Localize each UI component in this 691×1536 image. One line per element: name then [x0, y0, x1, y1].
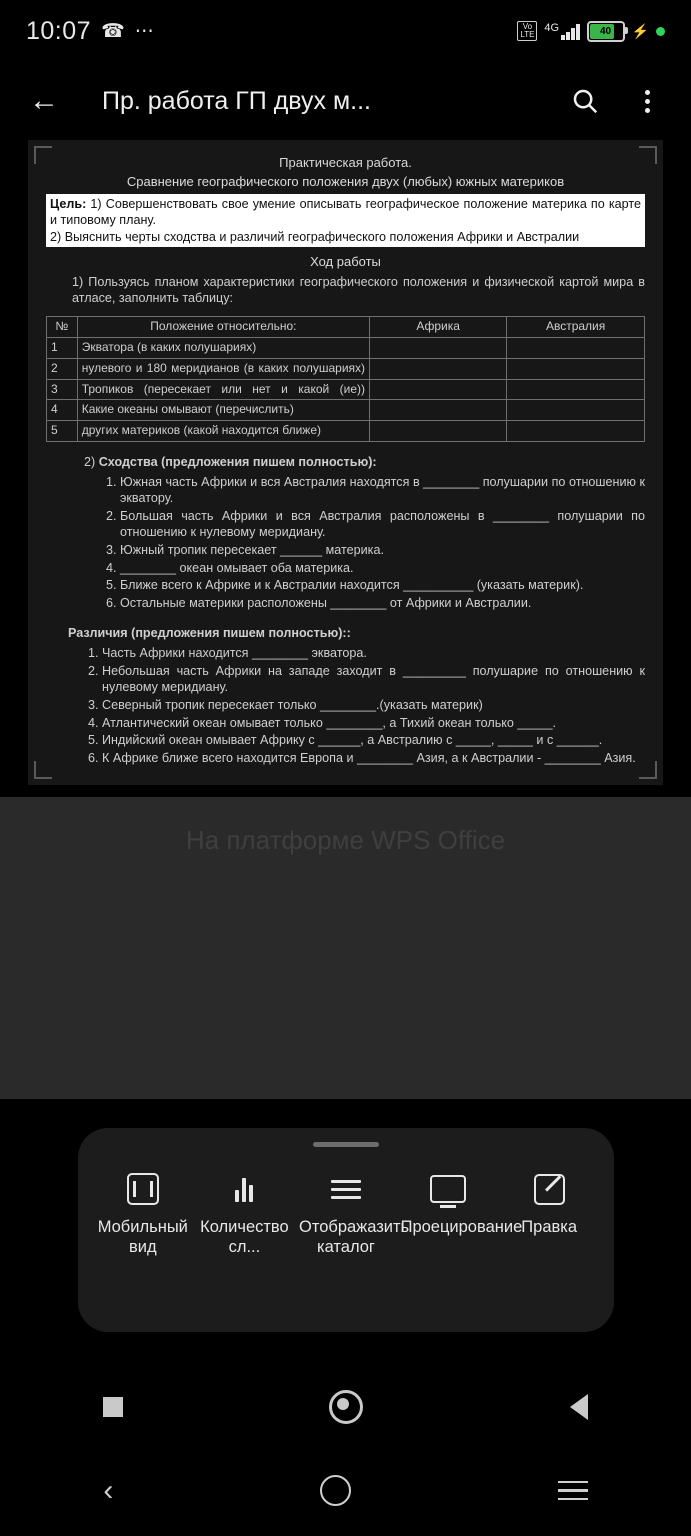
wps-watermark-area	[0, 797, 691, 1099]
catalog-icon	[299, 1169, 393, 1209]
row-position: нулевого и 180 меридианов (в каких полушариях)	[77, 358, 369, 379]
toolbar-item-edit[interactable]	[502, 1169, 596, 1237]
row-number: 5	[47, 421, 78, 442]
toolbar-items	[78, 1169, 614, 1257]
highlighted-goal-block	[46, 194, 645, 246]
toolbar-item-label: Отображазить каталог	[298, 1218, 410, 1257]
row-australia	[507, 337, 645, 358]
search-button[interactable]	[563, 79, 607, 123]
menu-lines-icon[interactable]	[558, 1481, 588, 1501]
similarities-title: Сходства (предложения пишем полностью):	[98, 454, 377, 469]
row-africa	[370, 337, 507, 358]
table-header-africa: Африка	[370, 317, 507, 338]
similarities-heading	[46, 454, 645, 471]
row-africa	[370, 421, 507, 442]
back-chevron-icon[interactable]: ‹	[103, 1473, 114, 1507]
bottom-toolbar[interactable]	[78, 1128, 614, 1332]
table-row	[47, 337, 645, 358]
toolbar-item-mobile-view[interactable]	[96, 1169, 190, 1257]
row-number: 3	[47, 379, 78, 400]
comparison-table	[46, 316, 645, 442]
document-subtitle: Сравнение географического положения двух (любых) южных материков	[126, 174, 565, 190]
row-africa	[370, 358, 507, 379]
section-heading: Ход работы	[310, 253, 381, 269]
task-1-text: 1) Пользуясь планом характеристики географического положения и физической картой мира в атласе, заполнить таблицу:	[72, 274, 645, 306]
volte-bottom-label: LTE	[520, 30, 535, 39]
play-triangle-icon[interactable]	[570, 1394, 588, 1420]
toolbar-item-projection[interactable]	[400, 1169, 523, 1237]
ellipsis-icon: ⋯	[134, 20, 156, 42]
status-clock: 10:07	[26, 16, 92, 45]
document-viewer[interactable]	[0, 140, 691, 1099]
row-africa	[370, 379, 507, 400]
page-corner-bottom-right	[639, 761, 657, 779]
list-item: 3. Северный тропик пересекает только ________.(указать материк)	[102, 697, 645, 714]
word-count-icon	[197, 1169, 291, 1209]
list-item: 2. Большая часть Африки и вся Австралия расположены в ________ полушарии по отношению к нулевому меридиану.	[120, 508, 645, 541]
search-icon	[570, 86, 600, 116]
row-position: других материков (какой находится ближе)	[77, 421, 369, 442]
row-number: 4	[47, 400, 78, 421]
drag-handle[interactable]	[313, 1142, 379, 1147]
document-title: Практическая работа.	[279, 155, 412, 170]
page-corner-bottom-left	[34, 761, 52, 779]
status-bar	[0, 0, 691, 62]
volte-icon	[517, 21, 537, 41]
table-row	[47, 358, 645, 379]
page-corner-top-left	[34, 146, 52, 164]
phone-icon: ☎	[101, 20, 125, 42]
goal-label: Цель:	[50, 197, 87, 212]
stop-square-icon[interactable]	[103, 1397, 123, 1417]
status-bar-left	[26, 17, 156, 46]
row-australia	[507, 379, 645, 400]
wps-watermark-text: На платформе WPS Office	[185, 825, 506, 856]
table-header-position: Положение относительно:	[77, 317, 369, 338]
back-button[interactable]	[22, 79, 66, 123]
list-item: 1. Часть Африки находится ________ экватора.	[102, 645, 645, 662]
status-bar-right	[517, 21, 665, 42]
edit-icon	[502, 1169, 596, 1209]
list-item: 6. К Африке ближе всего находится Европа и ________ Азия, а к Австралии - ________ Азия.	[102, 750, 645, 767]
table-header-row	[47, 317, 645, 338]
row-australia	[507, 421, 645, 442]
toolbar-item-label: Мобильный вид	[97, 1218, 188, 1257]
system-navigation-bar	[0, 1475, 691, 1506]
table-row	[47, 379, 645, 400]
list-item: 3. Южный тропик пересекает ______ материка.	[120, 542, 645, 559]
toolbar-item-word-count[interactable]	[197, 1169, 291, 1257]
table-header-number: №	[47, 317, 78, 338]
signal-icon	[544, 22, 579, 40]
list-item: 4. Атлантический океан омывает только ________, а Тихий океан только _____.	[102, 715, 645, 732]
goal-text: 1) Совершенствовать свое умение описывать географическое положение материка по карте и типовому плану.	[50, 197, 642, 228]
app-bar	[0, 62, 691, 140]
toolbar-item-catalog[interactable]	[298, 1169, 410, 1257]
projection-icon	[401, 1169, 495, 1209]
status-indicator-dot	[656, 27, 665, 36]
list-item: 5. Индийский океан омывает Африку с ______, а Австралию с _____, _____ и с ______.	[102, 732, 645, 749]
list-item: 6. Остальные материки расположены ________ от Африки и Австралии.	[120, 595, 645, 612]
goal-text-2: 2) Выяснить черты сходства и различий географического положения Африки и Австралии	[50, 229, 580, 244]
document-page	[28, 140, 663, 785]
similarities-list	[46, 474, 645, 612]
recording-controls	[0, 1390, 691, 1424]
signal-bars-icon	[561, 23, 580, 40]
toolbar-item-label: Проецирование	[400, 1218, 523, 1236]
battery-icon	[587, 21, 625, 42]
row-australia	[507, 358, 645, 379]
battery-percent-label: 40	[600, 25, 612, 37]
similarities-number: 2)	[84, 454, 96, 469]
network-type-label: 4G	[544, 22, 560, 34]
toolbar-item-label: Правка	[521, 1218, 578, 1236]
row-australia	[507, 400, 645, 421]
row-number: 1	[47, 337, 78, 358]
toolbar-item-label: Количество сл...	[200, 1218, 289, 1257]
overflow-menu-button[interactable]	[625, 79, 669, 123]
home-circle-icon[interactable]	[320, 1475, 351, 1506]
overflow-menu-icon	[645, 90, 650, 113]
bolt-icon: ⚡	[631, 22, 649, 39]
row-position: Экватора (в каких полушариях)	[77, 337, 369, 358]
page-corner-top-right	[639, 146, 657, 164]
row-africa	[370, 400, 507, 421]
back-arrow-icon: ←	[29, 84, 59, 117]
row-number: 2	[47, 358, 78, 379]
differences-heading: Различия (предложения пишем полностью)::	[68, 626, 351, 641]
list-item: 5. Ближе всего к Африке и к Австралии находится __________ (указать материк).	[120, 577, 645, 594]
list-item: 1. Южная часть Африки и вся Австралия находятся в ________ полушарии по отношению к экватору.	[120, 474, 645, 507]
record-circle-icon[interactable]	[329, 1390, 363, 1424]
table-header-australia: Австралия	[507, 317, 645, 338]
list-item: 2. Небольшая часть Африки на западе заходит в _________ полушарие по отношению к нулевому меридиану.	[102, 663, 645, 696]
volte-top-label: Vo	[522, 22, 533, 31]
row-position: Тропиков (пересекает или нет и какой (ие))	[77, 379, 369, 400]
mobile-view-icon	[96, 1169, 190, 1209]
table-row	[47, 400, 645, 421]
row-position: Какие океаны омывают (перечислить)	[77, 400, 369, 421]
table-row	[47, 421, 645, 442]
differences-list	[46, 645, 645, 766]
list-item: 4. ________ океан омывает оба материка.	[120, 560, 645, 577]
page-title: Пр. работа ГП двух м...	[102, 86, 372, 115]
